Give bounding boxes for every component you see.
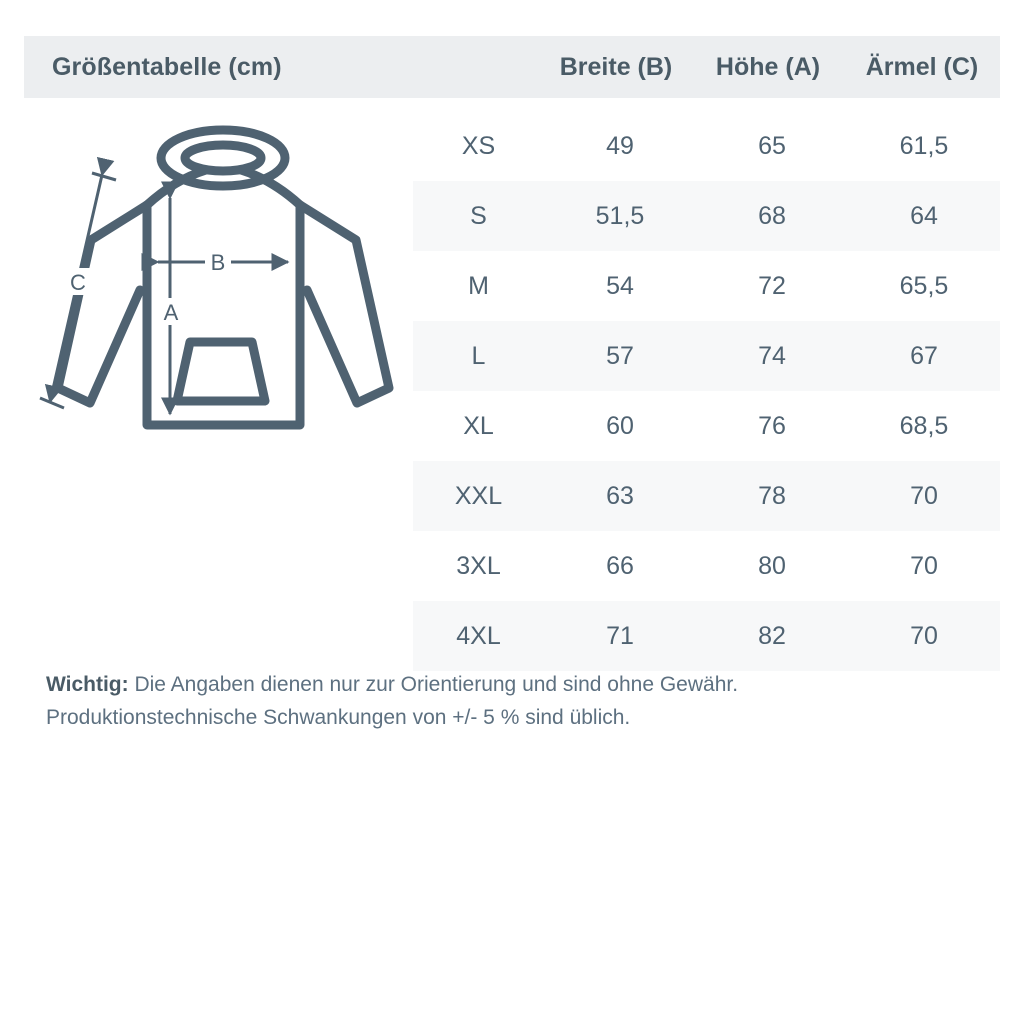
cell-size: L [471,341,486,370]
label-c: C [70,270,86,295]
label-a: A [163,300,179,325]
table-row [413,391,1000,461]
footnote-line2: Produktionstechnische Schwankungen von +/- 5 % sind üblich. [46,706,631,729]
cell-height: 65 [758,131,786,160]
cell-size: S [470,201,487,230]
table-row [413,251,1000,321]
table-row [413,181,1000,251]
cell-width: 54 [606,271,634,300]
cell-width: 66 [606,551,634,580]
cell-sleeve: 65,5 [899,271,949,300]
cell-height: 72 [758,271,786,300]
footnote-lead: Wichtig: [46,673,129,696]
column-header-sleeve: Ärmel (C) [865,52,979,81]
cell-width: 60 [606,411,634,440]
cell-height: 78 [758,481,786,510]
cell-sleeve: 64 [910,201,938,230]
cell-sleeve: 70 [910,481,938,510]
cell-size: XXL [454,481,503,510]
cell-height: 82 [758,621,786,650]
table-row [413,531,1000,601]
footnote-line1: Die Angaben dienen nur zur Orientierung und sind ohne Gewähr. [128,673,739,696]
column-header-width: Breite (B) [559,52,673,81]
cell-sleeve: 61,5 [899,131,949,160]
cell-size: 3XL [456,551,501,580]
cell-sleeve: 68,5 [899,411,949,440]
table-header [24,36,1000,98]
table-row [413,321,1000,391]
cell-width: 63 [606,481,634,510]
size-table [413,111,1000,671]
cell-size: 4XL [456,621,501,650]
cell-height: 80 [758,551,786,580]
page-title: Größentabelle (cm) [52,52,282,81]
table-row [413,111,1000,181]
cell-width: 51,5 [595,201,645,230]
cell-width: 71 [606,621,634,650]
label-b: B [210,250,226,275]
cell-width: 49 [606,131,634,160]
cell-sleeve: 67 [910,341,938,370]
hoodie-diagram-icon [30,120,410,460]
cell-sleeve: 70 [910,621,938,650]
cell-size: M [468,271,489,300]
cell-sleeve: 70 [910,551,938,580]
cell-width: 57 [606,341,634,370]
footnote [46,668,996,734]
table-row [413,601,1000,671]
cell-size: XS [461,131,496,160]
cell-height: 76 [758,411,786,440]
table-row [413,461,1000,531]
cell-size: XL [463,411,494,440]
column-header-height: Höhe (A) [715,52,821,81]
cell-height: 68 [758,201,786,230]
cell-height: 74 [758,341,786,370]
